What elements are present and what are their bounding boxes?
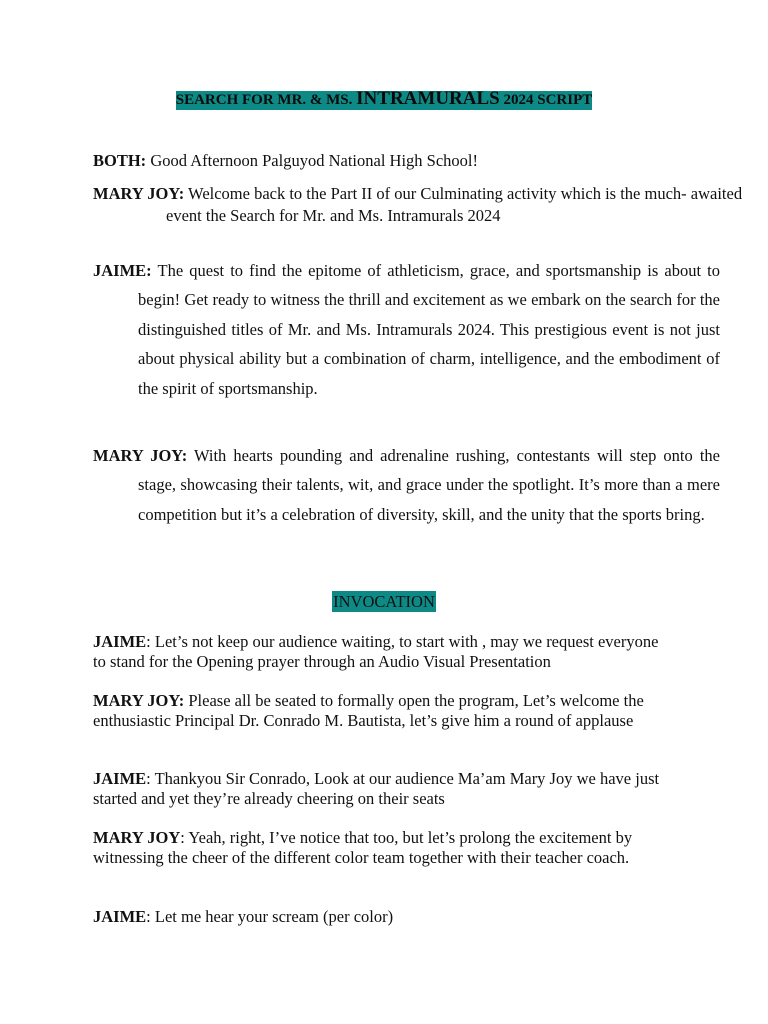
- speaker-label: JAIME: [93, 632, 147, 651]
- section-heading-invocation: [0, 592, 768, 612]
- line-text: : Let’s not keep our audience waiting, to start with , may we request everyone to stand for the Opening prayer through an Audio Visual Presentation: [93, 632, 659, 671]
- line-text: Good Afternoon Palguyod National High School!: [146, 151, 478, 170]
- title-highlight: [175, 88, 593, 110]
- page-title: [0, 88, 768, 110]
- line-text: : Thankyou Sir Conrado, Look at our audience Ma’am Mary Joy we have just started and yet they’re already cheering on their seats: [93, 769, 660, 808]
- script-line-both: [93, 151, 675, 171]
- line-text: : Yeah, right, I’ve notice that too, but let’s prolong the excitement by witnessing the cheer of the different color team together with their teacher coach.: [93, 828, 633, 867]
- line-text: : Let me hear your scream (per color): [146, 907, 394, 926]
- speaker-label: JAIME:: [93, 261, 152, 280]
- speaker-label: BOTH:: [93, 151, 147, 170]
- title-part-3: 2024 SCRIPT: [499, 92, 593, 108]
- script-line-jaime-1: [93, 256, 720, 403]
- line-text: Welcome back to the Part II of our Culminating activity which is the much- awaited event the Search for Mr. and Ms. Intramurals 2024: [166, 184, 743, 225]
- speaker-label: MARY JOY:: [93, 446, 188, 465]
- title-part-1: SEARCH FOR MR. & MS.: [175, 92, 357, 108]
- speaker-label: JAIME: [93, 907, 147, 926]
- script-line-jaime-4: [93, 907, 675, 927]
- script-line-jaime-2: [93, 632, 675, 671]
- title-part-2: INTRAMURALS: [356, 88, 500, 109]
- line-text: Please all be seated to formally open the program, Let’s welcome the enthusiastic Principal Dr. Conrado M. Bautista, let’s give him a round of applause: [93, 691, 644, 730]
- script-line-mary-joy-4: [93, 828, 675, 867]
- speaker-label: JAIME: [93, 769, 147, 788]
- line-text: With hearts pounding and adrenaline rushing, contestants will step onto the stage, showcasing their talents, wit, and grace under the spotlight. It’s more than a mere competition but it’s a celebration of diversity, skill, and the unity that the sports bring.: [138, 446, 720, 524]
- speaker-label: MARY JOY:: [93, 691, 185, 710]
- script-line-mary-joy-3: [93, 691, 675, 730]
- line-text: The quest to find the epitome of athleticism, grace, and sportsmanship is about to begin! Get ready to witness the thrill and excitement as we embark on the search for the distinguished titles of Mr. and Ms. Intramurals 2024. This prestigious event is not just about physical ability but a combination of charm, intelligence, and the embodiment of the spirit of sportsmanship.: [138, 261, 720, 398]
- script-line-mary-joy-1: [93, 183, 748, 227]
- section-heading-text: INVOCATION: [333, 592, 435, 611]
- script-line-mary-joy-2: [93, 441, 720, 529]
- speaker-label: MARY JOY: [93, 828, 181, 847]
- speaker-label: MARY JOY:: [93, 184, 185, 203]
- script-line-jaime-3: [93, 769, 675, 808]
